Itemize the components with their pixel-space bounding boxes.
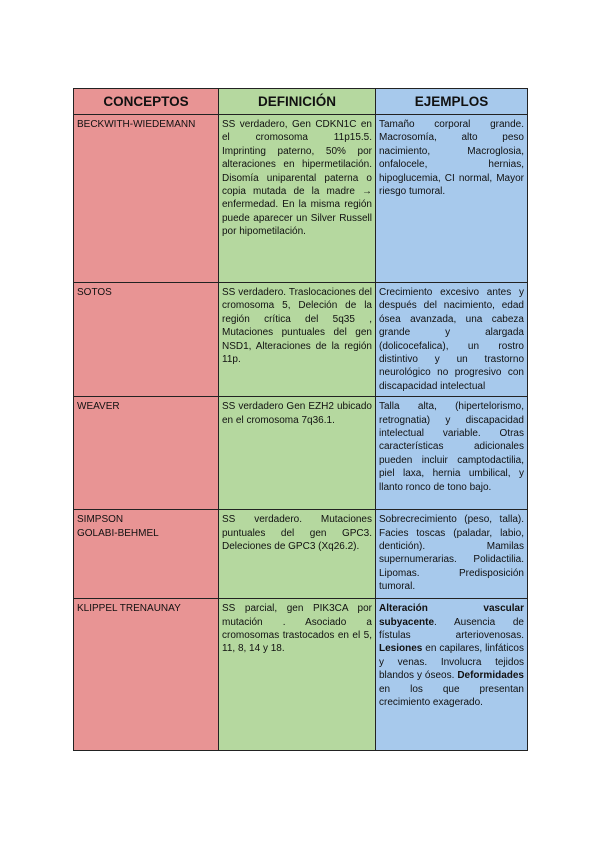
definition-cell: SS verdadero Gen EZH2 ubicado en el cromosoma 7q36.1. [219, 397, 376, 510]
concept-cell: BECKWITH-WIEDEMANN [74, 115, 219, 283]
definition-cell: SS verdadero. Mutaciones puntuales del gen GPC3. Deleciones de GPC3 (Xq26.2). [219, 510, 376, 599]
definition-cell: SS parcial, gen PIK3CA por mutación . Asociado a cromosomas trastocados en el 5, 11, 8, 14 y 18. [219, 599, 376, 751]
examples-text: . Ausencia de fístulas arteriovenosas. [379, 616, 524, 642]
definition-cell: SS verdadero, Gen CDKN1C en el cromosoma 11p15.5. Imprinting paterno, 50% por alteraciones en hipermetilación. Disomía uniparental paterna o copia mutada de la madre → enfermedad. En la misma región puede aparecer un Silver Russell por hipometilación. [219, 115, 376, 283]
concept-cell: KLIPPEL TRENAUNAY [74, 599, 219, 751]
header-row [74, 89, 528, 115]
bold-term: Lesiones [379, 643, 423, 655]
examples-cell [376, 599, 528, 751]
bold-term: Deformidades [457, 670, 524, 682]
concept-cell: WEAVER [74, 397, 219, 510]
examples-cell: Sobrecrecimiento (peso, talla). Facies toscas (paladar, labio, dentición). Mamilas supernumerarias. Polidactilia. Lipomas. Predisposición tumoral. [376, 510, 528, 599]
bold-term: Alteración vascular subyacente [379, 603, 524, 628]
concept-cell [74, 510, 219, 599]
examples-cell: Talla alta, (hipertelorismo, retrognatia) y discapacidad intelectual variable. Otras características adicionales pueden incluir camptodactilia, piel laxa, hernia umbilical, y llanto ronco de tono bajo. [376, 397, 528, 510]
header-definition: DEFINICIÓN [219, 89, 376, 115]
concepts-table [73, 88, 528, 751]
table-row [74, 115, 528, 283]
header-examples: EJEMPLOS [376, 89, 528, 115]
examples-cell: Crecimiento excesivo antes y después del nacimiento, edad ósea avanzada, una cabeza grande y alargada (dolicocefalica), un rostro distintivo y un trastorno neurológico no progresivo con discapacidad intelectual [376, 283, 528, 397]
table-row [74, 283, 528, 397]
concept-line: GOLABI-BEHMEL [77, 527, 159, 539]
concept-cell: SOTOS [74, 283, 219, 397]
table-row [74, 397, 528, 510]
table-row [74, 510, 528, 599]
concept-line: SIMPSON [77, 514, 124, 526]
examples-text: en capilares, linfáticos y venas. Involucra tejidos blandos y óseos. [379, 643, 524, 682]
table-row [74, 599, 528, 751]
header-concepts: CONCEPTOS [74, 89, 219, 115]
examples-cell: Tamaño corporal grande. Macrosomía, alto peso nacimiento, Macroglosia, onfalocele, hernias, hipoglucemia, CI normal, Mayor riesgo tumoral. [376, 115, 528, 283]
definition-cell: SS verdadero. Traslocaciones del cromosoma 5, Deleción de la región crítica del 5q35 , Mutaciones puntuales del gen NSD1, Alteraciones de la región 11p. [219, 283, 376, 397]
examples-text: en los que presentan crecimiento exagerado. [379, 683, 524, 709]
